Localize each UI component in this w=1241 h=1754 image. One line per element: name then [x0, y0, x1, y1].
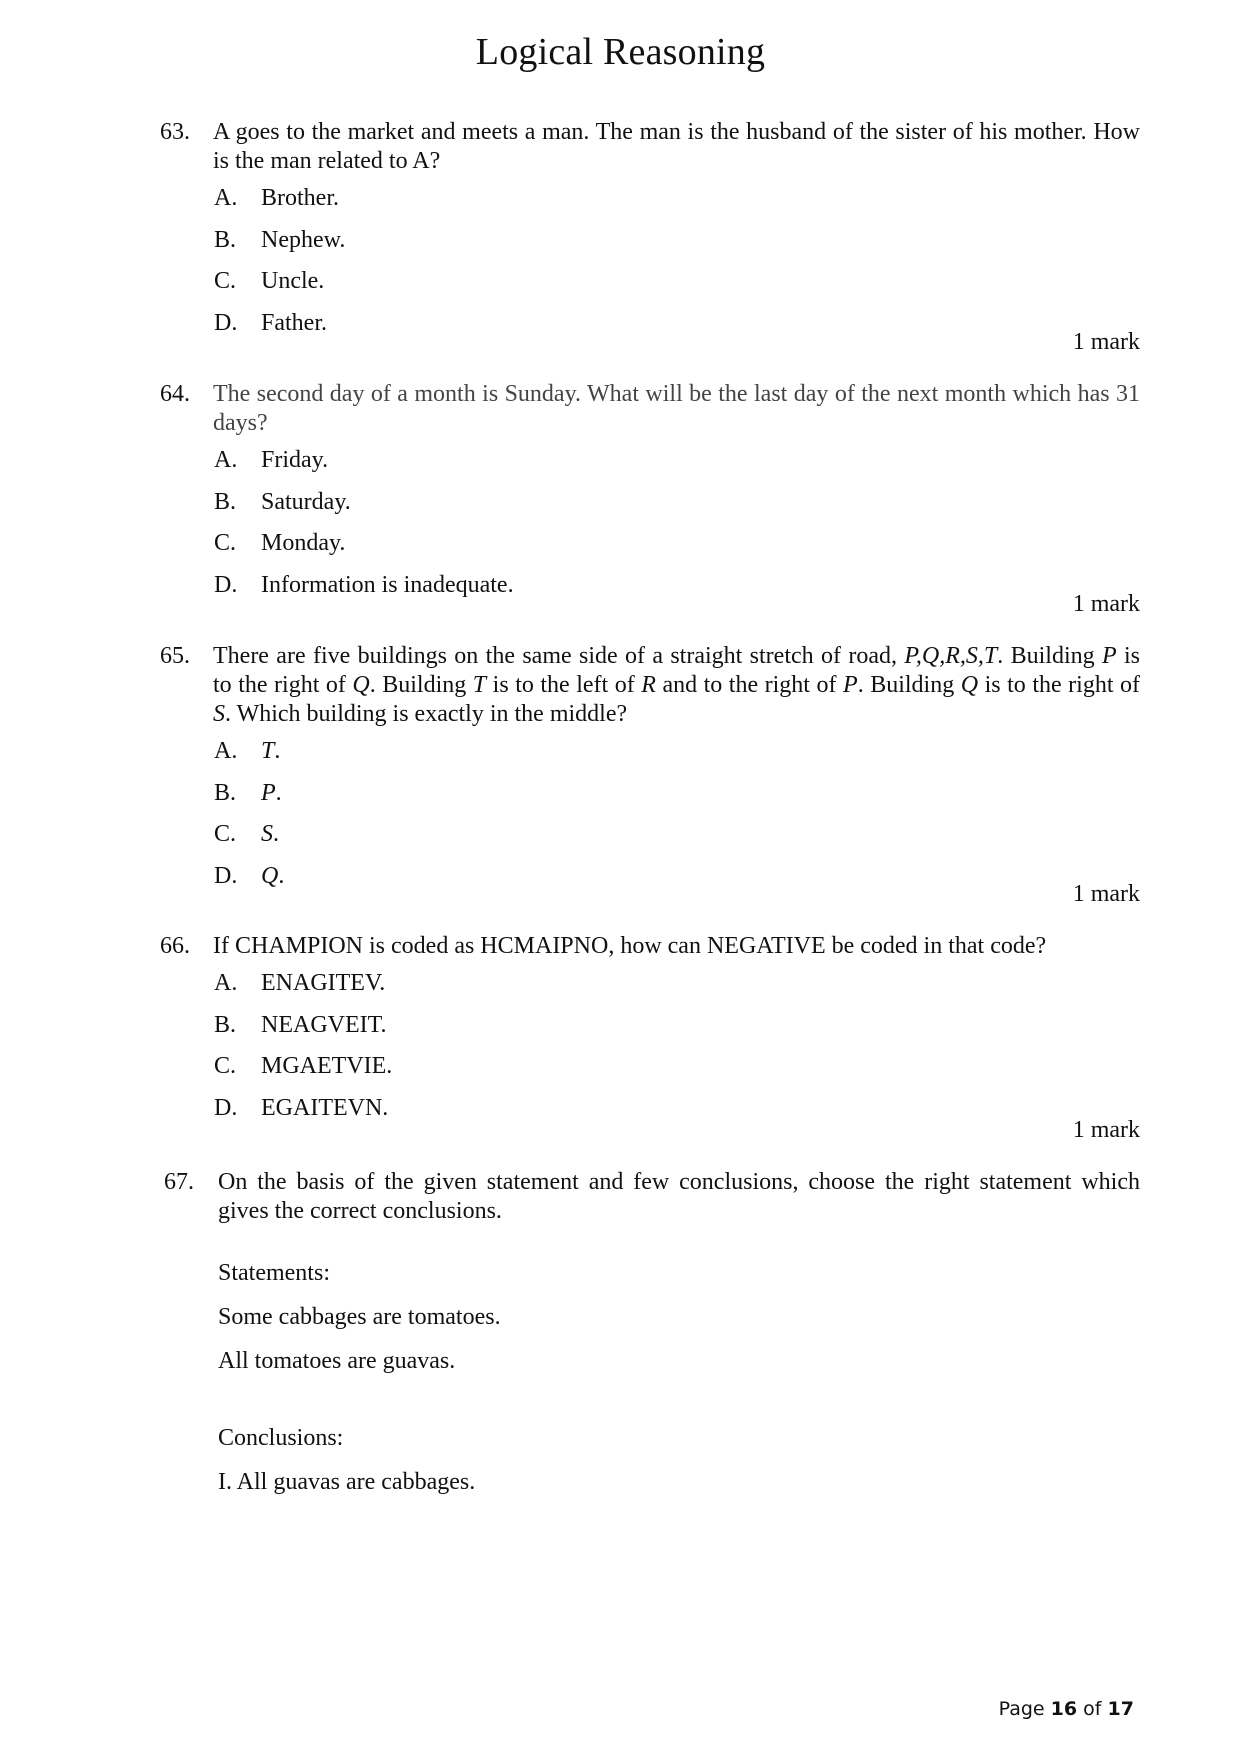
- option-text: EGAITEVN.: [261, 1094, 389, 1121]
- option-text: Father.: [261, 309, 327, 336]
- option-text: Friday.: [261, 447, 329, 473]
- option-letter: B.: [214, 779, 237, 806]
- option-a: [214, 184, 1140, 226]
- question-text: A goes to the market and meets a man. The man is the husband of the sister of his mother. How is the man related to A?: [213, 119, 1140, 174]
- option-a: [214, 969, 1140, 1011]
- page-footer: Page 16 of 17: [998, 1698, 1134, 1720]
- option-text: Information is inadequate.: [261, 571, 514, 598]
- question-63: [160, 118, 1140, 355]
- option-d: [214, 571, 1140, 613]
- question-text: There are five buildings on the same side of a straight stretch of road, P,Q,R,S,T. Building P is to the right of Q. Building T is to the left of R and to the right of P. Building Q is to the right of S. Which building is exactly in the middle?: [213, 643, 1141, 727]
- option-letter: D.: [214, 309, 238, 336]
- question-number: 64.: [160, 381, 190, 407]
- option-c: [214, 529, 1140, 571]
- option-text: Saturday.: [261, 488, 351, 515]
- total-pages: 17: [1107, 1698, 1134, 1720]
- option-letter: A.: [214, 447, 238, 473]
- mark-label: 1 mark: [1072, 591, 1140, 617]
- option-d: D. Q .: [214, 862, 1140, 904]
- conclusion: I. All guavas are cabbages.: [218, 1469, 476, 1495]
- option-letter: D.: [214, 571, 238, 598]
- option-text: Monday.: [261, 530, 346, 556]
- page-number: 16: [1050, 1698, 1078, 1720]
- conclusions-block: [218, 1424, 1140, 1512]
- option-letter: D.: [214, 1094, 238, 1121]
- option-letter: B.: [214, 226, 237, 253]
- option-text: T: [261, 738, 275, 764]
- option-text: MGAETVIE.: [261, 1053, 393, 1079]
- option-letter: A.: [214, 738, 238, 764]
- option-list: [214, 737, 1140, 903]
- question-66: [160, 932, 1140, 1143]
- question-number: 65.: [160, 643, 190, 669]
- page-title: Logical Reasoning: [475, 31, 766, 73]
- option-list: [214, 184, 1140, 350]
- option-b: [214, 226, 1140, 268]
- option-b: B. P .: [214, 779, 1140, 821]
- question-64: [160, 380, 1140, 617]
- option-c: [214, 267, 1140, 309]
- option-b: [214, 488, 1140, 530]
- option-a: A. T .: [214, 737, 1140, 779]
- question-number: 66.: [160, 933, 190, 959]
- question-text: On the basis of the given statement and few conclusions, choose the right statement which gives the correct conclusions.: [218, 1169, 1140, 1224]
- option-text: Nephew.: [261, 226, 346, 253]
- option-letter: A.: [214, 185, 238, 211]
- statements-label: Statements:: [218, 1260, 330, 1286]
- mark-label: 1 mark: [1072, 881, 1140, 907]
- option-list: [214, 969, 1140, 1135]
- option-text: Brother.: [261, 185, 339, 211]
- option-letter: C.: [214, 268, 237, 294]
- option-a: [214, 446, 1140, 488]
- question-text: The second day of a month is Sunday. What will be the last day of the next month which has 31 days?: [213, 381, 1140, 436]
- statements-block: [218, 1259, 1140, 1391]
- question-67: [160, 1168, 1140, 1512]
- option-letter: A.: [214, 970, 238, 996]
- option-text: ENAGITEV.: [261, 970, 386, 996]
- mark-label: 1 mark: [1072, 329, 1140, 355]
- option-c: C. S .: [214, 820, 1140, 862]
- mark-label: 1 mark: [1072, 1117, 1140, 1143]
- option-letter: B.: [214, 488, 237, 515]
- option-text: P: [261, 779, 276, 806]
- statement: All tomatoes are guavas.: [218, 1348, 456, 1374]
- option-text: Q: [261, 862, 279, 889]
- option-text: Uncle.: [261, 268, 325, 294]
- question-text: If CHAMPION is coded as HCMAIPNO, how can NEGATIVE be coded in that code?: [213, 933, 1047, 959]
- conclusions-label: Conclusions:: [218, 1425, 344, 1451]
- option-list: [214, 446, 1140, 612]
- option-c: [214, 1052, 1140, 1094]
- option-letter: C.: [214, 821, 237, 847]
- question-number: 67.: [164, 1169, 194, 1195]
- option-text: S: [261, 821, 273, 847]
- option-b: [214, 1011, 1140, 1053]
- option-letter: C.: [214, 1053, 237, 1079]
- statement: Some cabbages are tomatoes.: [218, 1304, 501, 1330]
- option-d: [214, 1094, 1140, 1136]
- option-letter: C.: [214, 530, 237, 556]
- question-number: 63.: [160, 119, 190, 145]
- option-letter: D.: [214, 862, 238, 889]
- option-letter: B.: [214, 1011, 237, 1038]
- option-text: NEAGVEIT.: [261, 1011, 387, 1038]
- question-65: [160, 642, 1141, 907]
- option-d: [214, 309, 1140, 351]
